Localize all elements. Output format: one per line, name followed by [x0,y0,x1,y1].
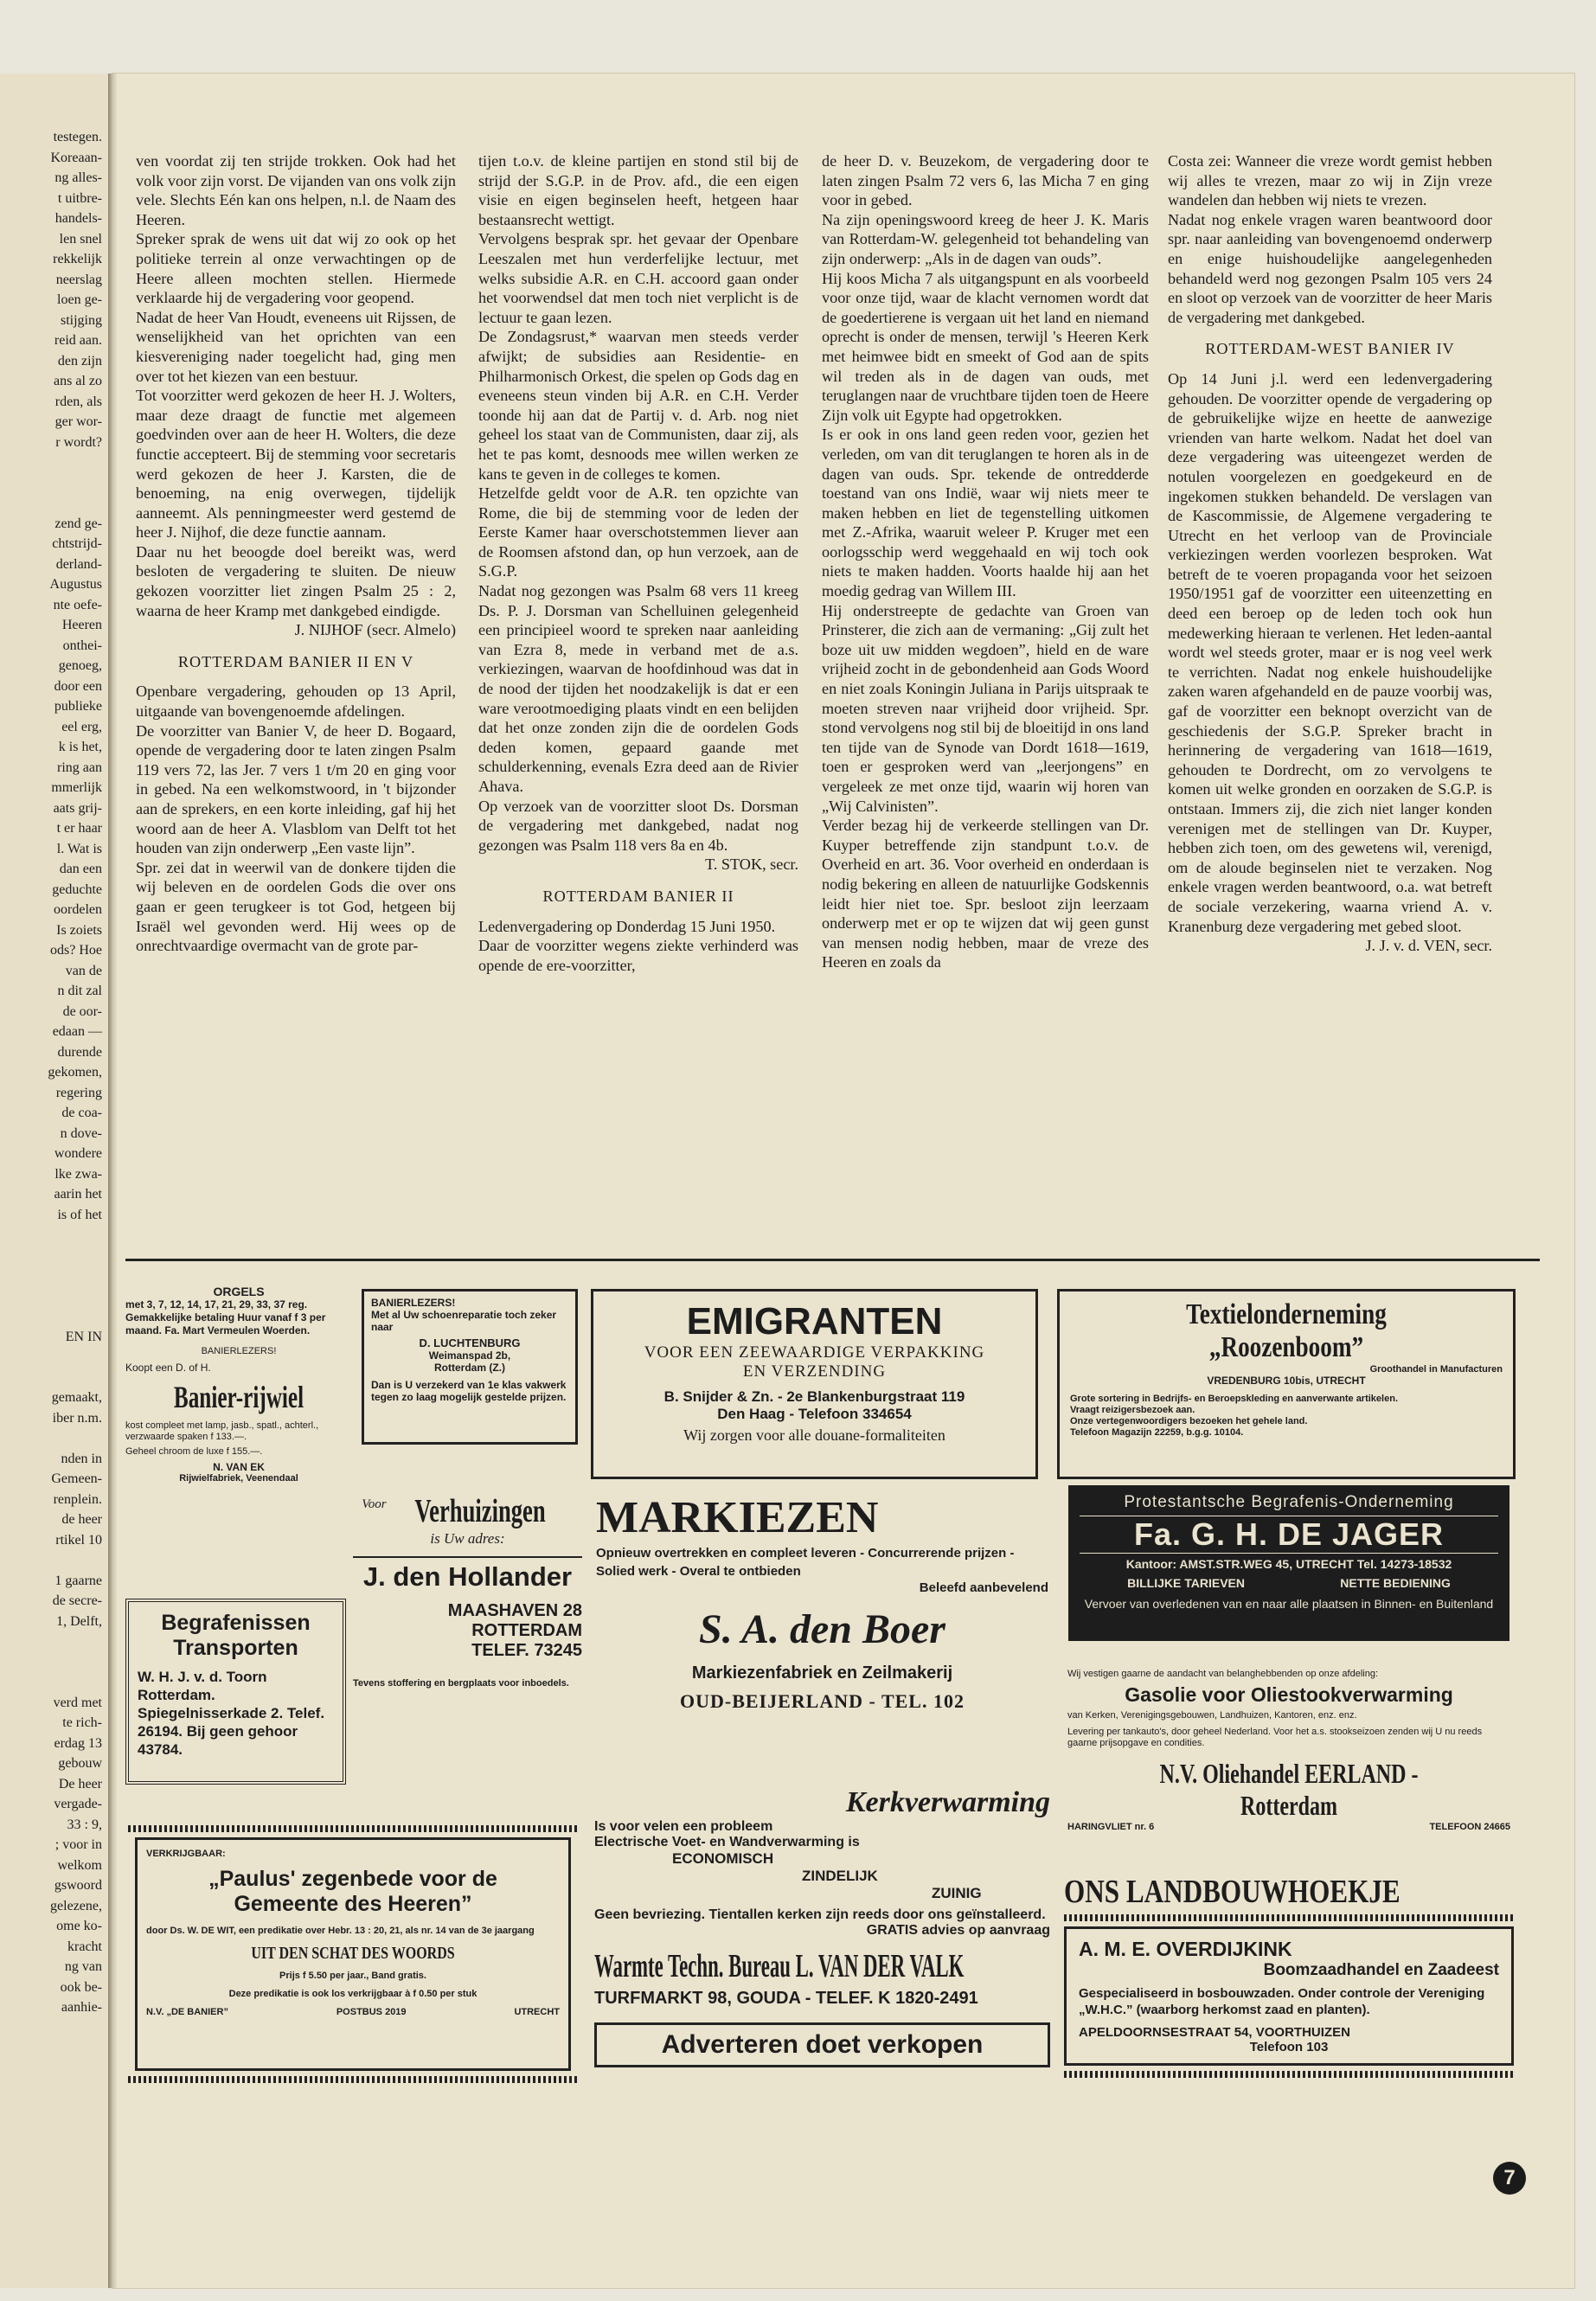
orgels-body: met 3, 7, 12, 14, 17, 21, 29, 33, 37 reg. Gemakkelijke betaling Huur vanaf f 3 per maand. Fa. Mart Vermeulen Woerden. [125,1298,326,1336]
prev-page-line [0,1652,111,1673]
prev-page-line: testegen. [53,130,102,144]
prev-page-line: reid aan. [54,333,102,348]
paragraph: Spr. zei dat in weerwil van de donkere tijden die wij beleven en de oordelen Gods die over ons gaan er geen terugkeer is tot God, hetgeen bij Israël wel gevonden werd. Hij wees op de onrechtvaardige overmacht van de grote par- [136,858,456,955]
roozenboom-addr: VREDENBURG 10bis, UTRECHT [1207,1375,1366,1387]
prev-page-line: dan een [59,862,102,876]
prev-page-line: r wordt? [55,434,102,450]
ad-paulus [128,1825,578,2111]
prev-page-line [0,473,111,494]
section-heading: ROTTERDAM BANIER II [542,887,734,905]
prev-page-line: nden in [61,1451,102,1466]
prev-page-line: gemaakt, [51,1390,102,1405]
markiezen-l1: Opnieuw overtrekken en compleet leveren - Concurrerende prijzen - Solied werk - Overal te ontbieden [596,1546,1015,1579]
eerland-l1: Wij vestigen gaarne de aandacht van belanghebbenden op onze afdeling: [1067,1669,1378,1679]
banier-subhead: BANIERLEZERS! [201,1346,277,1356]
prev-page-line: mmerlijk [51,780,102,795]
prev-page-line: Gemeen- [51,1471,102,1486]
landbouw-rule-bottom [1064,2071,1514,2078]
ad-luchtenburg [362,1289,578,1445]
paulus-border-bottom [128,2076,578,2083]
prev-page-line: n dove- [60,1125,102,1141]
prev-page-line: 1, Delft, [56,1613,102,1629]
prev-page-line: De heer [58,1776,102,1791]
prev-page-line: den zijn [57,353,102,369]
prev-page-line: Is zoiets [56,922,102,938]
roozenboom-sub: Groothandel in Manufacturen [1369,1364,1503,1375]
prev-page-line: neerslag [55,272,102,287]
emigranten-l4: Den Haag - Telefoon 334654 [717,1406,912,1422]
paragraph: Vervolgens besprak spr. het gevaar der Openbare Leeszalen met hun verderfelijke lectuur, met welks subsidie A.R. en C.H. accoord gaan onder het voorwendsel dat men toch niet verplicht is de lectuur te gaan lezen. [478,230,798,326]
eerland-l3: Levering per tankauto's, door geheel Nederland. Voor het a.s. stookseizoen zenden wij U nu reeds gaarne prijsopgave en condities. [1067,1727,1483,1748]
landbouw-rule-top [1064,1914,1514,1921]
prev-page-line: publieke [54,699,102,714]
emigranten-l5: Wij zorgen voor alle douane-formaliteiten [683,1426,945,1444]
ad-markiezen [591,1492,1054,1778]
dejager-l1: Protestantsche Begrafenis-Onderneming [1124,1493,1454,1511]
prev-page-line: gelezene, [50,1898,102,1913]
luchtenburg-l2: Dan is U verzekerd van 1e klas vakwerk tegen zo laag mogelijk gestelde prijzen. [371,1379,567,1403]
ad-orgels [125,1285,352,1561]
landbouw-l3: APELDOORNSESTRAAT 54, VOORTHUIZEN [1079,2025,1350,2040]
section-heading: ROTTERDAM BANIER II EN V [177,652,414,670]
paulus-f1: N.V. „DE BANIER” [146,2007,228,2017]
ad-toorn [125,1599,346,1785]
column-2 [478,151,798,975]
roozenboom-title: Textielonderneming „Roozenboom” [1186,1298,1387,1363]
ad-kerkverwarming [591,1786,1054,2193]
eerland-l2: van Kerken, Verenigingsgebouwen, Landhuizen, Kantoren, enz. enz. [1067,1710,1357,1721]
luchtenburg-addr2: Rotterdam (Z.) [434,1362,505,1374]
landbouw-l1: Boomzaadhandel en Zaadeest [1263,1961,1499,1979]
prev-page-line: t uitbre- [57,190,102,206]
landbouw-l4: Telefoon 103 [1249,2040,1329,2054]
prev-page-line: regering [55,1085,102,1100]
hollander-a1: MAASHAVEN 28 [447,1601,582,1620]
markiezen-l4: OUD-BEIJERLAND - TEL. 102 [680,1690,965,1712]
prev-page-line: rden, als [54,394,102,409]
prev-page-line: rtikel 10 [55,1532,102,1548]
eerland-addr: HARINGVLIET nr. 6 [1067,1822,1155,1832]
prev-page-line [0,1225,111,1246]
paragraph: Verder bezag hij de verkeerde stellingen van Dr. Kuyper betreffende zijn standpunt t.o.v. de Overheid en art. 36. Voor overheid en onderdaan is nodig bekering en alleen de natuurlijke Godskennis leidt hier niet toe. Spr. besloot zijn leerzaam onderwerp met er op te wijzen dat wij geen gunst van mensen nodig hebben, maar de vreze des Heeren en zoals da [822,817,1149,971]
prev-page-line: loen ge- [57,292,102,307]
ad-dejager [1068,1485,1509,1641]
prev-page-line: t er haar [56,821,102,836]
prev-page-line: lke zwa- [54,1166,102,1182]
landbouw-title: ONS LANDBOUWHOEKJE [1064,1874,1401,1910]
prev-page-line: rekkelijk [53,252,102,266]
kerk-w1: ECONOMISCH [672,1850,774,1867]
prev-page-line: de coa- [61,1106,102,1120]
prev-page-line: welkom [57,1857,102,1873]
ad-emigranten [591,1289,1038,1479]
prev-page-line: is of het [57,1207,102,1222]
markiezen-l2: Beleefd aanbevelend [919,1580,1048,1595]
paragraph: tijen t.o.v. de kleine partijen en stond stil bij de strijd der S.G.P. in de Prov. afd., die een eigen visie en eigen beginselen heeft, hetgeen haar bestaansrecht wettigt. [478,152,798,228]
prev-page-line: ; voor in [54,1837,102,1852]
banier-price: Geheel chroom de luxe f 155.—. [125,1446,263,1457]
eerland-tel: TELEFOON 24665 [1429,1822,1510,1832]
prev-page-line: ook be- [60,1979,102,1995]
prev-page-line: chtstrijd- [52,536,102,551]
kerk-w3: ZUINIG [932,1885,982,1901]
prev-page-line: erdag 13 [54,1735,102,1751]
ad-hollander [353,1492,582,1760]
paulus-l1: door Ds. W. DE WIT, een predikatie over Hebr. 13 : 20, 21, als nr. 14 van de 3e jaargang [146,1926,535,1936]
prev-page-line: stijging [60,312,102,328]
prev-page-line: handels- [54,211,102,226]
paragraph: Is er ook in ons land geen reden voor, gezien het verleden, om van dit teruglangen te horen als in de dagen van ouds. Spr. tekende de ontredderde toestand van ons Indië, waar wij niets meer te maken hebben en liet de tegenstelling uitkomen met Z.-Afrika, waaruit weleer P. Kruger met een oorlogsschip werd weggehaald en wij toch ook niets te maken hadden. Voorts haalde hij aan het moedig gedrag van Willem III. [822,426,1149,600]
column-4 [1168,151,1492,956]
prev-page-line: te rich- [62,1715,102,1730]
emigranten-l2: EN VERZENDING [742,1362,887,1381]
emigranten-l1: VOOR EEN ZEEWAARDIGE VERPAKKING [644,1343,985,1362]
hollander-title: Verhuizingen [414,1493,546,1529]
prev-page-line: renplein. [53,1491,102,1507]
prev-page-line: ans al zo [54,374,102,388]
paragraph: Hij onderstreepte de gedachte van Groen van Prinsterer, die zich aan de vermaning: „Gij zult het boze uit uw midden wegdoen”, hield en de ware vrijheid zocht in de gebondenheid aan Gods Woord en niet zoals Koningin Juliana in Parijs uitspraak te moeten streven naar vrijheid door vrijheid. Spr. stond vervolgens nog stil bij de bloeitijd in ons land ten tijde van de Synode van Dordt 1618—1619, toen er gesproken werd van „leerjongens” en vergeleek ze met onze tijd, waarin wij horen van „Wij Calvinisten”. [822,601,1149,815]
page-fold [108,74,117,2288]
prev-page-line: zend ge- [54,516,102,531]
prev-page-line [0,1550,111,1571]
kerk-l3: Geen bevriezing. Tientallen kerken zijn reeds door ons geïnstalleerd. [594,1907,1046,1922]
paulus-label: VERKRIJGBAAR: [146,1849,226,1859]
paulus-f2: POSTBUS 2019 [336,2007,407,2017]
kerk-w2: ZINDELIJK [802,1868,878,1884]
paragraph: Spreker sprak de wens uit dat wij zo ook op het politieke terrein al onze verwachtingen op de Heere alleen mochten stellen. Hiermede verklaarde hij de vergadering voor geopend. [136,230,456,307]
eerland-title: Gasolie voor Oliestookverwarming [1125,1683,1453,1706]
prev-page-line: van de [65,963,102,978]
dejager-addr: Kantoor: AMST.STR.WEG 45, UTRECHT Tel. 14273-18532 [1125,1557,1452,1571]
dejager-tarieven: BILLIJKE TARIEVEN [1127,1576,1245,1590]
roozenboom-l3: Onze vertegenwoordigers bezoeken het gehele land. [1070,1416,1308,1426]
page-number: 7 [1493,2162,1526,2195]
prev-page-line: gekomen, [48,1065,102,1080]
prev-page-line [0,1631,111,1652]
section-heading: ROTTERDAM-WEST BANIER IV [1205,340,1455,358]
prev-page-line [0,452,111,473]
banier-desc: kost compleet met lamp, jasb., spatl., achterl., verzwaarde spaken f 133.—. [125,1420,319,1442]
kerk-title: Kerkverwarming [845,1786,1050,1818]
prev-page-line: door een [54,678,102,694]
prev-page-line [0,1368,111,1388]
prev-page-line: aanhie- [61,2000,102,2015]
dejager-bediening: NETTE BEDIENING [1340,1576,1451,1590]
prev-page-line: derland- [55,556,102,572]
paragraph: Daar de voorzitter wegens ziekte verhinderd was opende de ere-voorzitter, [478,937,798,974]
toorn-l1: Begrafenissen [161,1611,311,1635]
markiezen-title: MARKIEZEN [596,1493,879,1542]
prev-page-line [0,1306,111,1327]
prev-page-line: onthei- [62,638,102,653]
kerk-l2: Electrische Voet- en Wandverwarming is [594,1835,860,1849]
paulus-title-2: Gemeente des Heeren” [234,1892,472,1916]
paragraph: Daar nu het beoogde doel bereikt was, werd besloten de vergadering te sluiten. De nieuw gekozen voorzitter liet zingen Psalm 25 : 2, waarna de heer Kramp met dankgebed eindigde. [136,542,456,619]
luchtenburg-l1: Met al Uw schoenreparatie toch zeker naar [371,1309,557,1333]
ads-divider [125,1259,1540,1261]
prev-page-line: l. Wat is [56,841,102,856]
luchtenburg-head: BANIERLEZERS! [371,1297,456,1309]
paragraph: Ledenvergadering op Donderdag 15 Juni 1950. [478,917,776,935]
dejager-l3: Vervoer van overledenen van en naar alle plaatsen in Binnen- en Buitenland [1084,1597,1494,1611]
prev-page-line: geduchte [52,881,102,897]
prev-page-line: eel erg, [61,719,102,734]
eerland-name: N.V. Oliehandel EERLAND - Rotterdam [1159,1758,1419,1821]
hollander-voor: Voor [362,1497,387,1511]
paragraph: De voorzitter van Banier V, de heer D. Bogaard, opende de vergadering door te laten zingen Psalm 119 vers 72, las Jer. 7 vers 1 t/m 20 en ging voor in gebed. Na een welkomstwoord, in 't bijzonder aan de sprekers, en een korte inleiding, gaf hij het woord aan de heer A. Vlasblom van Delft tot het houden van zijn onderwerp „Een vaste lijn”. [136,721,456,857]
dejager-name: Fa. G. H. DE JAGER [1080,1516,1498,1554]
prev-page-line: k is het, [58,740,102,754]
signature: T. STOK, secr. [705,856,798,874]
paragraph: Openbare vergadering, gehouden op 13 April, uitgaande van bovengenoemde afdelingen. [136,683,456,721]
paragraph: Nadat de heer Van Houdt, eveneens uit Rijssen, de wenselijkheid van het oprichten van een kiesvereniging nader toegelicht had, ging men over tot het kiezen van een bestuur. [136,308,456,385]
paulus-l3: Prijs f 5.50 per jaar., Band gratis. [279,1971,426,1981]
toorn-body: W. H. J. v. d. Toorn Rotterdam. Spiegelnisserkade 2. Telef. 26194. Bij geen gehoor 43784. [138,1669,325,1758]
paragraph: ven voordat zij ten strijde trokken. Ook had het volk voor zijn vorst. De vijanden van ons volk zijn vele. Slechts Eén kan ons helpen, n.l. de Naam des Heeren. [136,152,456,228]
paragraph: Hetzelfde geldt voor de A.R. ten opzichte van Rome, die bij de stemming voor de leden der Eerste Kamer haar overschotstemmen liever aan de Roomsen afstond dan, op hun verzoek, aan de S.G.P. [478,484,798,580]
kerk-l1: Is voor velen een probleem [594,1819,773,1834]
paulus-l4: Deze predikatie is ook los verkrijgbaar à f 0.50 per stuk [228,1989,478,1999]
paragraph: Nadat nog enkele vragen waren beantwoord door spr. naar aanleiding van bovengenoemd onderwerp en enige huishoudelijke aangelegenheden behandeld werd nog gezongen Psalm 105 vers 24 en sloot op verzoek van de voorzitter de heer Maris de vergadering met dankgebed. [1168,210,1492,326]
roozenboom-l4: Telefoon Magazijn 22259, b.g.g. 10104. [1070,1427,1244,1438]
orgels-title: ORGELS [213,1285,265,1298]
prev-page-line [0,1266,111,1286]
prev-page-line: ng van [64,1959,102,1974]
prev-page-line: iber n.m. [52,1410,102,1426]
prev-page-line: ome ko- [56,1919,102,1933]
roozenboom-l1: Grote sortering in Bedrijfs- en Beroepskleding en aanverwante artikelen. [1070,1394,1398,1404]
paulus-border-top [128,1825,578,1832]
luchtenburg-name: D. LUCHTENBURG [419,1336,521,1349]
prev-page-line [0,1347,111,1368]
prev-page-line: ods? Hoe [50,943,102,958]
signature: J. NIJHOF (secr. Almelo) [294,621,456,639]
prev-page-line: EN IN [65,1329,102,1344]
hollander-sub: is Uw adres: [430,1530,505,1547]
kerk-name: Warmte Techn. Bureau L. VAN DER VALK [594,1948,965,1984]
luchtenburg-addr1: Weimanspad 2b, [428,1349,511,1362]
prev-page-line [0,1286,111,1307]
prev-page-line: ng alles- [54,170,102,185]
hollander-a3: TELEF. 73245 [471,1641,582,1660]
markiezen-signature: S. A. den Boer [699,1606,945,1652]
previous-page-strip [0,74,111,2288]
prev-page-line: nte oefe- [53,597,102,612]
prev-page-line: aarin het [54,1187,102,1202]
paragraph: Tot voorzitter werd gekozen de heer H. J. Wolters, maar deze draagt de functie met algemeen goedvinden over aan de heer H. Wolters, die deze functie accepteert. Bij de stemming voor secretaris werd gekozen de heer J. Karsten, die de benoeming, na enig overwegen, tijdelijk aanneemt. Als penningmeester werd gestemd de heer J. Nijhof, die deze functie aannam. [136,387,456,542]
paragraph: de heer D. v. Beuzekom, de vergadering door te laten zingen Psalm 72 vers 6, las Micha 7 en ging voor in gebed. [822,152,1149,209]
paragraph: Hij koos Micha 7 als uitgangspunt en als voorbeeld voor onze tijd, waar de klacht vernomen wordt dat de goedertierene is vergaan uit het land en niemand oprecht is onder de mensen, terwijl 's Heeren Kerk met heimwee bidt en smeekt of God aan de spits wil treden als in de dagen van ouds, met teruglangen naar de vruchtbare tijden toen de Heere Zijn volk uit Egypte had opgetrokken. [822,269,1149,424]
hollander-name: J. den Hollander [362,1561,573,1592]
prev-page-line [0,1428,111,1449]
emigranten-title: EMIGRANTEN [686,1300,943,1343]
prev-page-line: kracht [67,1939,102,1954]
paragraph: De Zondagsrust,* waarvan men steeds verder afwijkt; de subsidies aan Residentie- en Philharmonisch Orkest, die spelen op Gods dag en eveneens steun vinden bij A.R. en C.H. Verder toonde hij aan dat de Partij v. d. Arb. nog niet geheel los staat van de Communisten, daar zij, als het te pas komt, desnoods mee willen werken ze kans te geven in de colleges te komen. [478,328,798,483]
landbouw-name: A. M. E. OVERDIJKINK [1079,1938,1292,1960]
signature: J. J. v. d. VEN, secr. [1365,937,1492,955]
prev-page-line: len snel [59,231,102,247]
paragraph: Nadat nog gezongen was Psalm 68 vers 11 kreeg Ds. P. J. Dorsman van Schelluinen gelegenheid een principieel woord te spreken naar aanleiding van Ezra 8, mede in verband met de a.s. verkiezingen, waarvan de hoofdinhoud was dat in de nood der tijden het noodzakelijk is dat er een ware verootmoediging plaats vindt en een belijden dat het onze zonden zijn die de oordelen Gods deden komen, gepaard gaande met schulderkenning, evenals Ezra deed aan de Rivier Ahava. [478,582,798,795]
paragraph: Op 14 Juni j.l. werd een ledenvergadering gehouden. De voorzitter opende de vergadering op de gebruikelijke wijze en heette de aanwezige vrienden van harte welkom. Nadat het doel van deze vergadering was uiteengezet werden de notulen voorgelezen en goedgekeurd en de ingekomen stukken behandeld. De verslagen van de Kascommissie, de Algemene vergadering te Utrecht en het verloop van de Provinciale verkiezingen werden voorlezen besproken. Wat betreft de te voeren propaganda voor het seizoen 1950/1951 gaf de voorzitter een uiteenzetting en deed een beroep op de leden toch ook hun medewerking hieraan te verlenen. Het leden-aantal wordt wel steeds groter, maar er is nog veel werk te verrichten. Nadat nog enkele huishoudelijke zaken waren afgehandeld en de pauze voorbij was, gaf de voorzitter een beknopt overzicht van de geschiedenis der S.G.P. Spreker bracht in herinnering de vergadering van 1618—1619, gehouden te Dordrecht, om zo vervolgens te komen uit welke gronden en oorzaken de S.G.P. is ontstaan. Immers zij, die zich niet langer konden verenigen met de stellingen van Dr. Kuyper, hebben zich toen, om des gewetens wil, verenigd, om de aloude beginselen niet te verzaken. Nog enkele vragen werden beantwoord, o.a. wat betreft de sociale verzekering, waarna vriend A. v. Kranenburg deze vergadering met gebed sloot. [1168,369,1492,935]
prev-page-line: ring aan [57,760,102,775]
hollander-foot: Tevens stoffering en bergplaats voor inboedels. [353,1678,569,1689]
prev-page-line [0,1246,111,1266]
prev-page-line: gebouw [58,1756,102,1771]
prev-page-line: Heeren [61,618,102,632]
prev-page-line: n dit zal [57,984,102,998]
prev-page-line [0,1672,111,1693]
prev-page-line: de secre- [52,1593,102,1608]
prev-page-line: verd met [53,1695,102,1710]
prev-page-line: Koreaan- [50,150,102,165]
column-1 [136,151,456,956]
banier-koopt: Koopt een D. of H. [125,1362,211,1374]
prev-page-line: wondere [54,1146,102,1161]
paragraph: Na zijn openingswoord kreeg de heer J. K. Maris van Rotterdam-W. gelegenheid tot behandeling van zijn onderwerp: „Als in de dagen van ouds”. [822,210,1149,267]
column-3 [822,151,1149,972]
landbouw-l2: Gespecialiseerd in bosbouwzaden. Onder controle der Vereniging „W.H.C.” (waarborg herkomst zaad en planten). [1079,1986,1485,2017]
ad-landbouw [1064,1873,1514,2167]
prev-page-line: 1 gaarne [54,1573,102,1588]
banier-rijwiel-brand: Banier-rijwiel [173,1380,304,1414]
prev-page-line: de heer [61,1512,102,1527]
prev-page-line: ger wor- [54,414,102,429]
prev-page-line: Augustus [49,577,102,592]
hollander-a2: ROTTERDAM [471,1621,582,1640]
paulus-title-1: „Paulus' zegenbede voor de [208,1867,497,1891]
maker-place: Rijwielfabriek, Veenendaal [179,1473,298,1484]
prev-page-line: edaan — [52,1024,102,1039]
prev-page-line: gswoord [54,1878,102,1893]
prev-page-line: de oor- [62,1003,102,1019]
prev-page-line: oordelen [54,902,102,917]
ad-roozenboom [1057,1289,1516,1479]
ad-eerland [1064,1665,1514,1847]
prev-page-line: aats grij- [53,800,102,816]
prev-page-line: 33 : 9, [67,1817,102,1832]
markiezen-l3: Markiezenfabriek en Zeilmakerij [691,1663,953,1682]
maker-name: N. VAN EK [213,1461,265,1473]
paragraph: Op verzoek van de voorzitter sloot Ds. Dorsman de vergadering met dankgebed, nadat nog gezongen was Psalm 118 vers 8a en 4b. [478,797,798,854]
emigranten-l3: B. Snijder & Zn. - 2e Blankenburgstraat 119 [663,1388,965,1405]
paragraph: Costa zei: Wanneer die vreze wordt gemist hebben wij alles te vrezen, maar zo wij in Zijn vreze wandelen dan hebben wij niets te vrezen. [1168,152,1492,209]
prev-page-line: vergade- [54,1797,102,1811]
prev-page-line: durende [57,1044,102,1060]
kerk-addr: TURFMARKT 98, GOUDA - TELEF. K 1820-2491 [594,1989,978,2008]
prev-page-line: genoeg, [58,658,102,673]
kerk-l4: GRATIS advies op aanvraag [866,1923,1050,1938]
prev-page-line [0,493,111,514]
paulus-f3: UTRECHT [514,2007,560,2017]
toorn-l2: Transporten [173,1636,298,1660]
roozenboom-l2: Vraagt reizigersbezoek aan. [1070,1405,1195,1415]
adverteren-text: Adverteren doet verkopen [594,2022,1050,2067]
paulus-l2: UIT DEN SCHAT DES WOORDS [251,1944,455,1963]
